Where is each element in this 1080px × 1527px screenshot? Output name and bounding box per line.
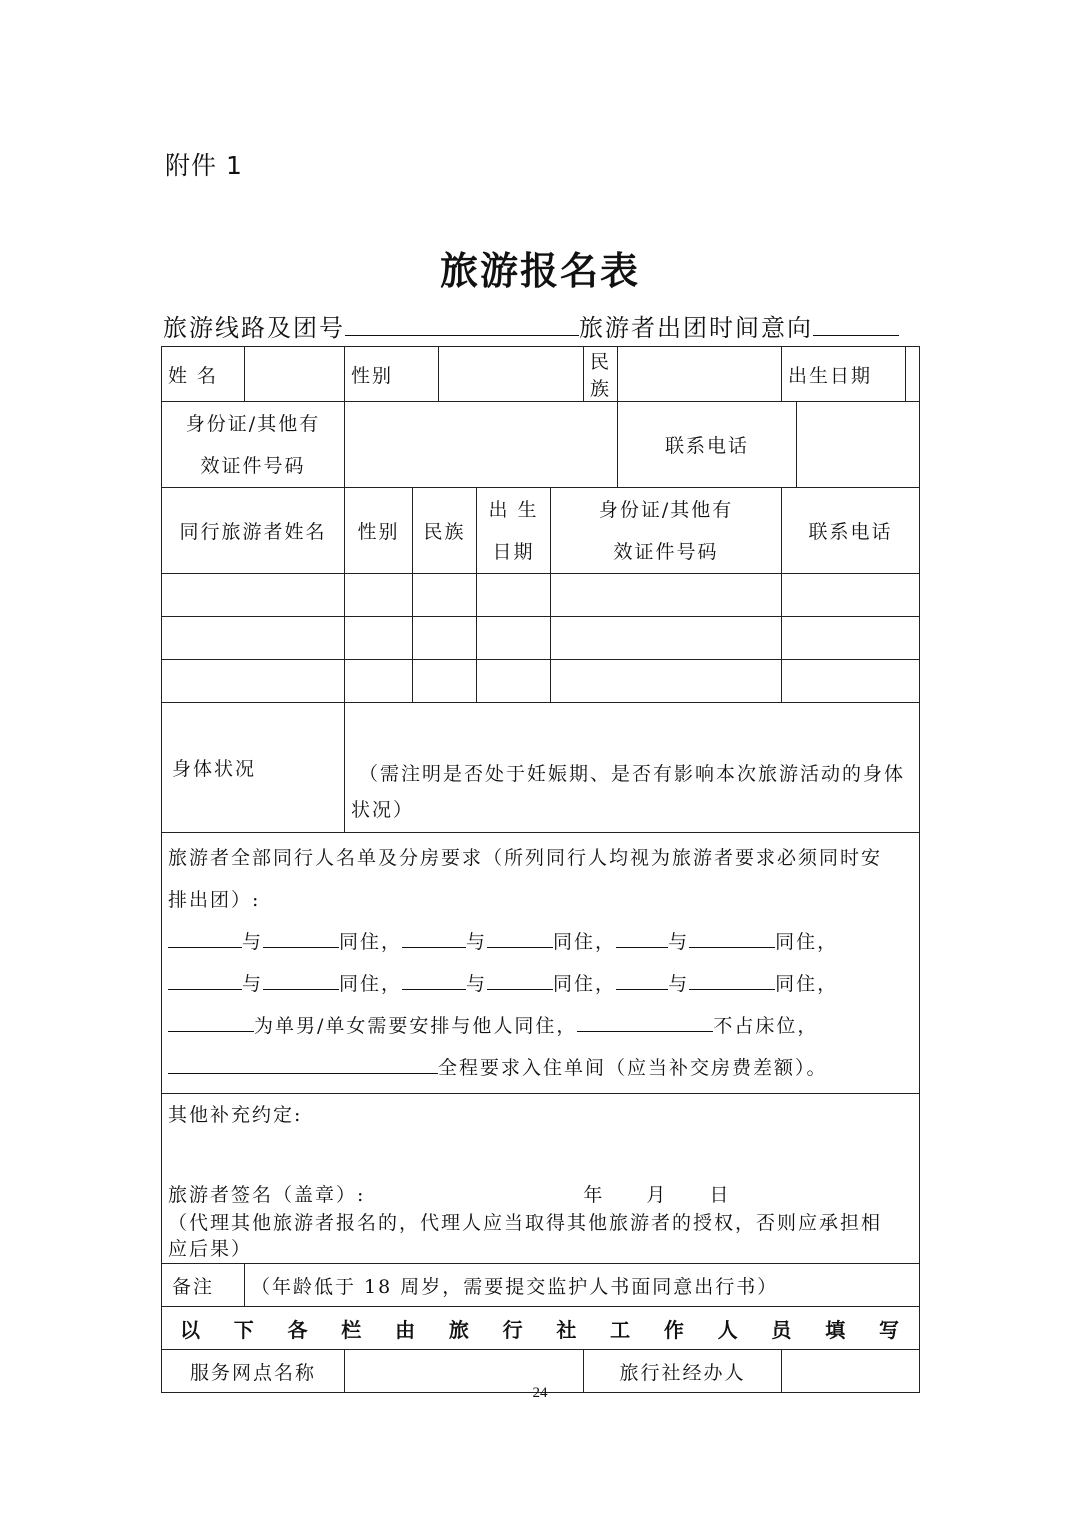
route-number-field[interactable]	[345, 315, 579, 336]
route-label: 旅游线路及团号	[163, 314, 345, 342]
staff-heading-char: 栏	[341, 1317, 364, 1342]
birth-header-line1: 出 生	[488, 498, 539, 521]
companion-gender-header: 性别	[345, 488, 413, 574]
personal-row	[162, 347, 920, 402]
companion-id-line1: 身份证/其他有	[598, 498, 734, 521]
id-label-line2: 效证件号码	[200, 454, 306, 477]
birthdate-value[interactable]	[906, 347, 920, 402]
route-line	[163, 308, 923, 343]
no-bed-text: 不占床位，	[713, 1015, 819, 1037]
staff-heading-row	[162, 1307, 920, 1350]
staff-heading	[168, 1314, 913, 1343]
companion-gender-cell[interactable]	[345, 574, 413, 617]
agent-label: 旅行社经办人	[584, 1350, 782, 1393]
roommate-field[interactable]	[487, 929, 553, 948]
companion-row	[162, 660, 920, 703]
roommate-field[interactable]	[168, 929, 242, 948]
companion-birth-cell[interactable]	[477, 574, 551, 617]
rooming-intro-line2: 排出团）:	[168, 889, 261, 911]
companion-birth-cell[interactable]	[477, 617, 551, 660]
remarks-label: 备注	[162, 1264, 245, 1307]
companion-phone-cell[interactable]	[782, 574, 920, 617]
staff-heading-char: 人	[717, 1317, 740, 1342]
companion-id-cell[interactable]	[551, 660, 782, 703]
departure-time-field[interactable]	[813, 315, 899, 336]
rooming-pair-line	[168, 963, 913, 1005]
companion-birth-header	[477, 488, 551, 574]
with-label: 与	[242, 973, 264, 995]
rooming-row	[162, 833, 920, 1094]
companion-id-header	[551, 488, 782, 574]
staff-heading-char: 行	[502, 1317, 525, 1342]
id-label	[162, 402, 345, 488]
staff-heading-char: 以	[180, 1317, 202, 1342]
with-label: 与	[466, 931, 488, 953]
single-room-line	[168, 1047, 913, 1089]
staff-heading-cell	[162, 1307, 920, 1350]
staff-heading-char: 工	[610, 1317, 633, 1342]
with-label: 与	[668, 973, 690, 995]
rooming-intro-line1: 旅游者全部同行人名单及分房要求（所列同行人均视为旅游者要求必须同时安	[168, 847, 883, 869]
health-value[interactable]	[345, 703, 920, 833]
companion-name-header: 同行旅游者姓名	[162, 488, 345, 574]
roommate-field[interactable]	[168, 971, 242, 990]
service-outlet-label: 服务网点名称	[162, 1350, 345, 1393]
companion-name-cell[interactable]	[162, 660, 345, 703]
companion-row	[162, 574, 920, 617]
name-value[interactable]	[245, 347, 345, 402]
no-bed-field[interactable]	[577, 1013, 713, 1032]
other-blank[interactable]	[168, 1130, 913, 1180]
companion-ethnicity-cell[interactable]	[413, 660, 477, 703]
staff-heading-char: 作	[663, 1317, 686, 1342]
single-text: 为单男/单女需要安排与他人同住，	[254, 1015, 578, 1037]
remarks-text: （年龄低于 18 周岁，需要提交监护人书面同意出行书）	[245, 1264, 920, 1307]
registration-table	[161, 346, 920, 1393]
name-label: 姓 名	[162, 347, 245, 402]
staff-heading-char: 由	[395, 1317, 418, 1342]
share-label: 同住，	[339, 931, 403, 953]
single-line	[168, 1005, 913, 1047]
companion-ethnicity-header: 民族	[413, 488, 477, 574]
share-label: 同住，	[553, 931, 617, 953]
companion-row	[162, 617, 920, 660]
id-value[interactable]	[345, 402, 618, 488]
health-label: 身体状况	[162, 703, 345, 833]
remarks-row	[162, 1264, 920, 1307]
gender-value[interactable]	[439, 347, 584, 402]
companion-name-cell[interactable]	[162, 574, 345, 617]
phone-value[interactable]	[797, 402, 920, 488]
share-label: 同住，	[553, 973, 617, 995]
other-cell	[162, 1094, 920, 1264]
departure-time-label: 旅游者出团时间意向	[579, 314, 813, 342]
roommate-field[interactable]	[402, 971, 466, 990]
month-label: 月	[646, 1184, 668, 1206]
birthdate-label: 出生日期	[782, 347, 906, 402]
with-label: 与	[466, 973, 488, 995]
roommate-field[interactable]	[263, 929, 339, 948]
staff-heading-char: 填	[825, 1317, 848, 1342]
proxy-line1: （代理其他旅游者报名的，代理人应当取得其他旅游者的授权，否则应承担相	[168, 1212, 883, 1234]
companion-header-row	[162, 488, 920, 574]
health-row	[162, 703, 920, 833]
single-room-field[interactable]	[168, 1055, 438, 1074]
with-label: 与	[668, 931, 690, 953]
companion-phone-cell[interactable]	[782, 660, 920, 703]
with-label: 与	[242, 931, 264, 953]
gender-label: 性别	[345, 347, 439, 402]
companion-ethnicity-cell[interactable]	[413, 574, 477, 617]
form-title: 旅游报名表	[439, 248, 640, 293]
companion-phone-cell[interactable]	[782, 617, 920, 660]
phone-label: 联系电话	[618, 402, 797, 488]
staff-heading-char: 旅	[448, 1317, 471, 1342]
companion-gender-cell[interactable]	[345, 617, 413, 660]
roommate-field[interactable]	[616, 929, 668, 948]
roommate-field[interactable]	[689, 929, 775, 948]
health-note-line2: 状况）	[351, 799, 415, 821]
signature-line	[168, 1180, 913, 1210]
day-label: 日	[709, 1184, 731, 1206]
share-label: 同住，	[775, 973, 839, 995]
companion-phone-header: 联系电话	[782, 488, 920, 574]
companion-gender-cell[interactable]	[345, 660, 413, 703]
single-room-text: 全程要求入住单间（应当补交房费差额）。	[438, 1057, 828, 1079]
roommate-field[interactable]	[689, 971, 775, 990]
companion-id-cell[interactable]	[551, 617, 782, 660]
rooming-pair-line	[168, 921, 913, 963]
ethnicity-label: 民族	[584, 347, 618, 402]
health-note-line1: （需注明是否处于妊娠期、是否有影响本次旅游活动的身体	[359, 763, 906, 785]
id-row	[162, 402, 920, 488]
staff-heading-char: 员	[771, 1317, 794, 1342]
birth-header-line2: 日期	[492, 540, 535, 563]
roommate-field[interactable]	[487, 971, 553, 990]
staff-heading-char: 下	[233, 1317, 256, 1342]
staff-heading-char: 各	[287, 1317, 310, 1342]
id-label-line1: 身份证/其他有	[185, 412, 321, 435]
page-number: 24	[532, 1385, 548, 1401]
roommate-field[interactable]	[616, 971, 668, 990]
staff-heading-char: 社	[556, 1317, 579, 1342]
companion-name-cell[interactable]	[162, 617, 345, 660]
ethnicity-value[interactable]	[618, 347, 782, 402]
single-field[interactable]	[168, 1013, 254, 1032]
other-label: 其他补充约定:	[168, 1104, 303, 1126]
other-row	[162, 1094, 920, 1264]
signature-label: 旅游者签名（盖章）:	[168, 1184, 366, 1206]
proxy-line2: 应后果）	[168, 1238, 253, 1260]
share-label: 同住，	[339, 973, 403, 995]
roommate-field[interactable]	[263, 971, 339, 990]
year-label: 年	[583, 1184, 605, 1206]
attachment-label: 附件 1	[165, 151, 243, 180]
companion-ethnicity-cell[interactable]	[413, 617, 477, 660]
companion-birth-cell[interactable]	[477, 660, 551, 703]
staff-heading-char: 写	[878, 1317, 901, 1342]
rooming-cell	[162, 833, 920, 1094]
companion-id-cell[interactable]	[551, 574, 782, 617]
companion-id-line2: 效证件号码	[613, 540, 719, 563]
share-label: 同住，	[775, 931, 839, 953]
roommate-field[interactable]	[402, 929, 466, 948]
